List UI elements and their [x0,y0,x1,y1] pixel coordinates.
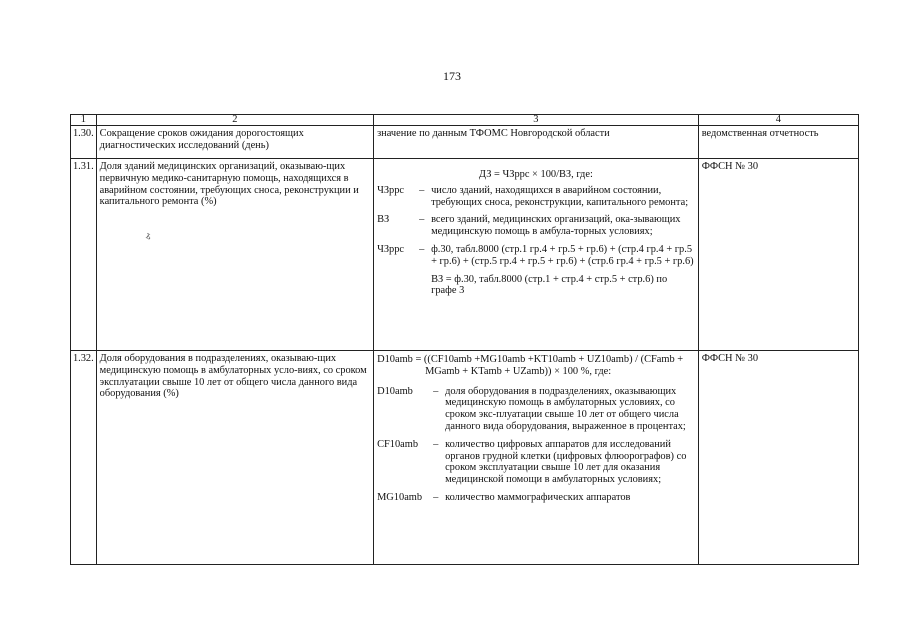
calculation-method: значение по данным ТФОМС Новгородской области [374,126,699,159]
table-row [71,351,859,565]
indicator-name: Доля оборудования в подразделениях, оказываю-щих медицинскую помощь в амбулаторных усло-виях, со сроком эксплуатации свыше 10 лет от общего числа данного вида оборудования (%) [96,351,373,565]
indicator-name: Доля зданий медицинских организаций, оказываю-щих первичную медико-санитарную помощь, находящихся в аварийном состоянии, требующих сноса, реконструкции и капитального ремонта (%) [96,159,373,351]
header-col-2: 2 [96,115,373,126]
scan-mark: ъ [143,229,155,243]
formula-line: D10amb = ((CF10amb +MG10amb +KT10amb + UZ10amb) / (CFamb + [377,354,684,365]
formula: ДЗ = ЧЗррс × 100/ВЗ, где: [478,169,593,180]
definition-symbol: ЧЗррс [377,243,405,255]
indicators-table [70,114,859,565]
formula-note: ВЗ = ф.30, табл.8000 (стр.1 + стр.4 + стр.5 + стр.6) по графе 3 [431,273,668,297]
definition-dash: – [433,385,439,397]
calculation-method [374,159,699,351]
definition-text: количество цифровых аппаратов для исследований органов грудной клетки (цифровых флюорографов) со сроком эксплуатации свыше 10 лет для оказания медицинской помощи в амбулаторных условиях; [445,438,687,486]
row-number: 1.32. [71,351,97,565]
header-col-1: 1 [71,115,97,126]
definitions-list [377,185,695,274]
formula [377,354,695,378]
definition-item [377,439,695,492]
definition-item [377,386,695,439]
data-source: ФФСН № 30 [698,351,858,565]
calculation-method [374,351,699,565]
row-number: 1.30. [71,126,97,159]
header-col-4: 4 [698,115,858,126]
definitions-list [377,386,695,510]
definition-symbol: ЧЗррс [377,184,405,196]
definition-text: ф.30, табл.8000 (стр.1 гр.4 + гр.5 + гр.6) + (стр.4 гр.4 + гр.5 + гр.6) + (стр.5 гр.4 + гр.5 + гр.6) + (стр.6 гр.4 + гр.5 + гр.6) [431,243,694,267]
data-source: ведомственная отчетность [698,126,858,159]
header-col-3: 3 [374,115,699,126]
definition-dash: – [433,438,439,450]
definition-text: количество маммографических аппаратов [445,491,631,503]
definition-dash: – [433,491,439,503]
definition-text: всего зданий, медицинских организаций, ока-зывающих медицинскую помощь в амбула-торных условиях; [431,214,681,238]
table-row [71,126,859,159]
definition-symbol: CF10amb [377,438,419,450]
definition-dash: – [419,184,425,196]
indicator-name: Сокращение сроков ожидания дорогостоящих диагностических исследований (день) [96,126,373,159]
definition-symbol: MG10amb [377,491,423,503]
definition-item [377,492,695,510]
definition-item [377,214,695,244]
page-number: 173 [443,69,461,83]
definition-dash: – [419,243,425,255]
definition-item [377,185,695,215]
definition-symbol: D10amb [377,385,413,397]
definition-item [377,244,695,274]
data-source: ФФСН № 30 [698,159,858,351]
definition-text: доля оборудования в подразделениях, оказывающих медицинскую помощь в амбулаторных условиях, со сроком экс-плуатации свыше 10 лет от общего числа данного вида оборудования, выраженное в процентах; [445,385,686,432]
formula-line: MGamb + KTamb + UZamb)) × 100 %, где: [425,365,612,377]
definition-text: число зданий, находящихся в аварийном состоянии, требующих сноса, реконструкции, капитального ремонта; [431,184,689,208]
row-number: 1.31. [71,159,97,351]
definition-symbol: ВЗ [377,214,390,226]
definition-dash: – [419,214,425,226]
table-row [71,159,859,351]
table-header-row [71,115,859,126]
